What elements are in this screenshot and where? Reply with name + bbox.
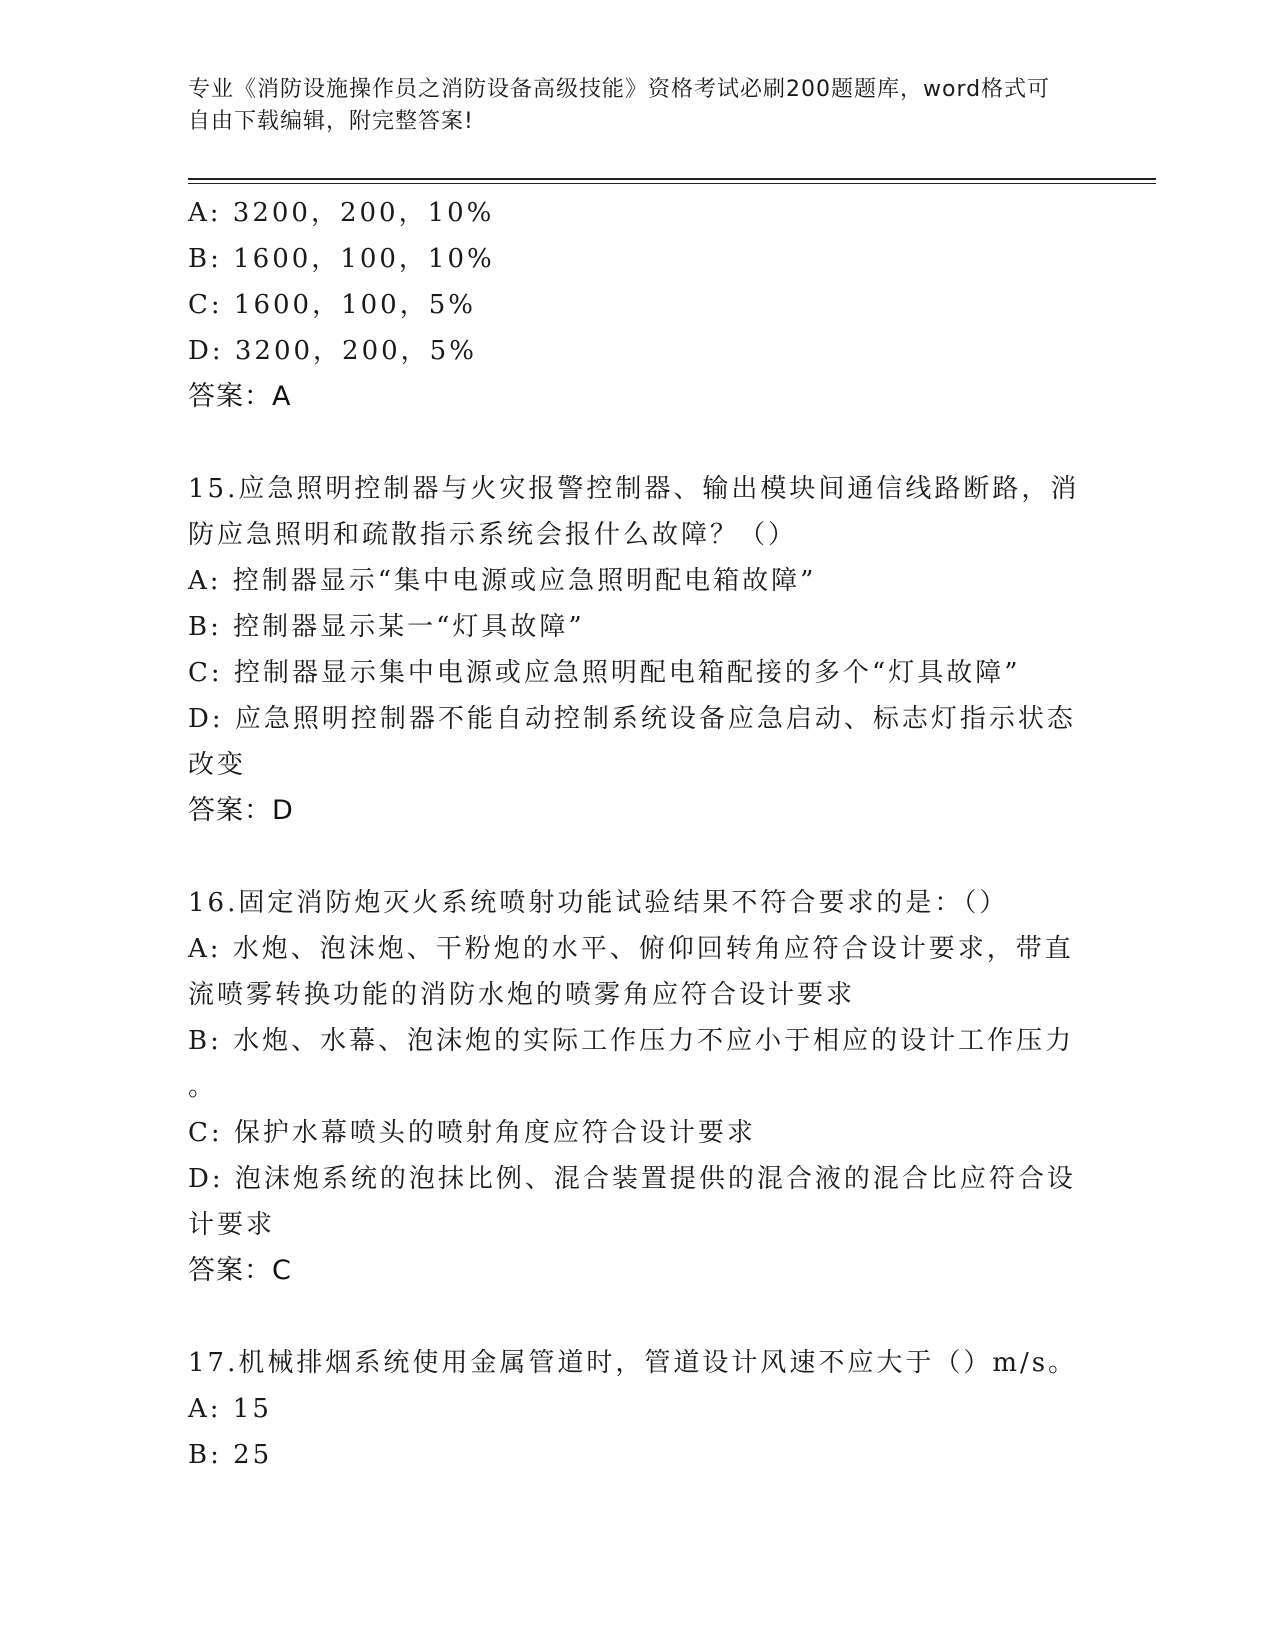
- q16-option-d-line2: 计要求: [188, 1210, 276, 1240]
- q17-option-b: B: 25: [188, 1440, 273, 1470]
- q16-option-b-line1: B: 水炮、水幕、泡沫炮的实际工作压力不应小于相应的设计工作压力: [188, 1026, 1075, 1056]
- q14-answer: 答案：A: [188, 381, 292, 412]
- q17-stem: 17.机械排烟系统使用金属管道时，管道设计风速不应大于（）m/s。: [188, 1348, 1078, 1378]
- q15-stem-line1: 15.应急照明控制器与火灾报警控制器、输出模块间通信线路断路，消: [188, 474, 1080, 504]
- q17-option-a: A: 15: [188, 1394, 272, 1424]
- spacer: [188, 1294, 1078, 1340]
- q16-option-a-line1: A: 水炮、泡沫炮、干粉炮的水平、俯仰回转角应符合设计要求，带直: [188, 934, 1074, 964]
- q16-option-b-line2: 。: [188, 1072, 218, 1102]
- spacer: [188, 420, 1078, 466]
- q16-option-a-line2: 流喷雾转换功能的消防水炮的喷雾角应符合设计要求: [188, 980, 856, 1010]
- question-17-block: [188, 1340, 1078, 1478]
- document-header-title: 专业《消防设施操作员之消防设备高级技能》资格考试必刷200题题库，word格式可自由下载编辑，附完整答案!: [188, 77, 1051, 134]
- header-divider-thin: [188, 183, 1156, 184]
- q16-option-d-line1: D: 泡沫炮系统的泡抹比例、混合装置提供的混合液的混合比应符合设: [188, 1164, 1076, 1194]
- q16-stem: 16.固定消防炮灭火系统喷射功能试验结果不符合要求的是：（）: [188, 888, 1009, 918]
- question-16-block: [188, 880, 1078, 1294]
- q14-option-b: B: 1600，100，10%: [188, 244, 495, 274]
- q16-answer: 答案：C: [188, 1255, 292, 1286]
- q14-option-c: C: 1600，100，5%: [188, 290, 476, 320]
- question-14-block: [188, 190, 1078, 420]
- question-content: [188, 190, 1078, 1478]
- q15-option-a: A: 控制器显示“集中电源或应急照明配电箱故障”: [188, 566, 817, 596]
- q15-option-d-line1: D: 应急照明控制器不能自动控制系统设备应急启动、标志灯指示状态: [188, 704, 1076, 734]
- q15-stem-line2: 防应急照明和疏散指示系统会报什么故障？（）: [188, 520, 798, 550]
- header-divider-thick: [188, 178, 1156, 180]
- q15-answer: 答案：D: [188, 795, 294, 826]
- q15-option-b: B: 控制器显示某一“灯具故障”: [188, 612, 585, 642]
- q15-option-c: C: 控制器显示集中电源或应急照明配电箱配接的多个“灯具故障”: [188, 658, 1021, 688]
- q15-option-d-line2: 改变: [188, 750, 247, 780]
- q14-option-a: A: 3200，200，10%: [188, 198, 495, 228]
- q16-option-c: C: 保护水幕喷头的喷射角度应符合设计要求: [188, 1118, 756, 1148]
- q14-option-d: D: 3200，200，5%: [188, 336, 477, 366]
- spacer: [188, 834, 1078, 880]
- question-15-block: [188, 466, 1078, 834]
